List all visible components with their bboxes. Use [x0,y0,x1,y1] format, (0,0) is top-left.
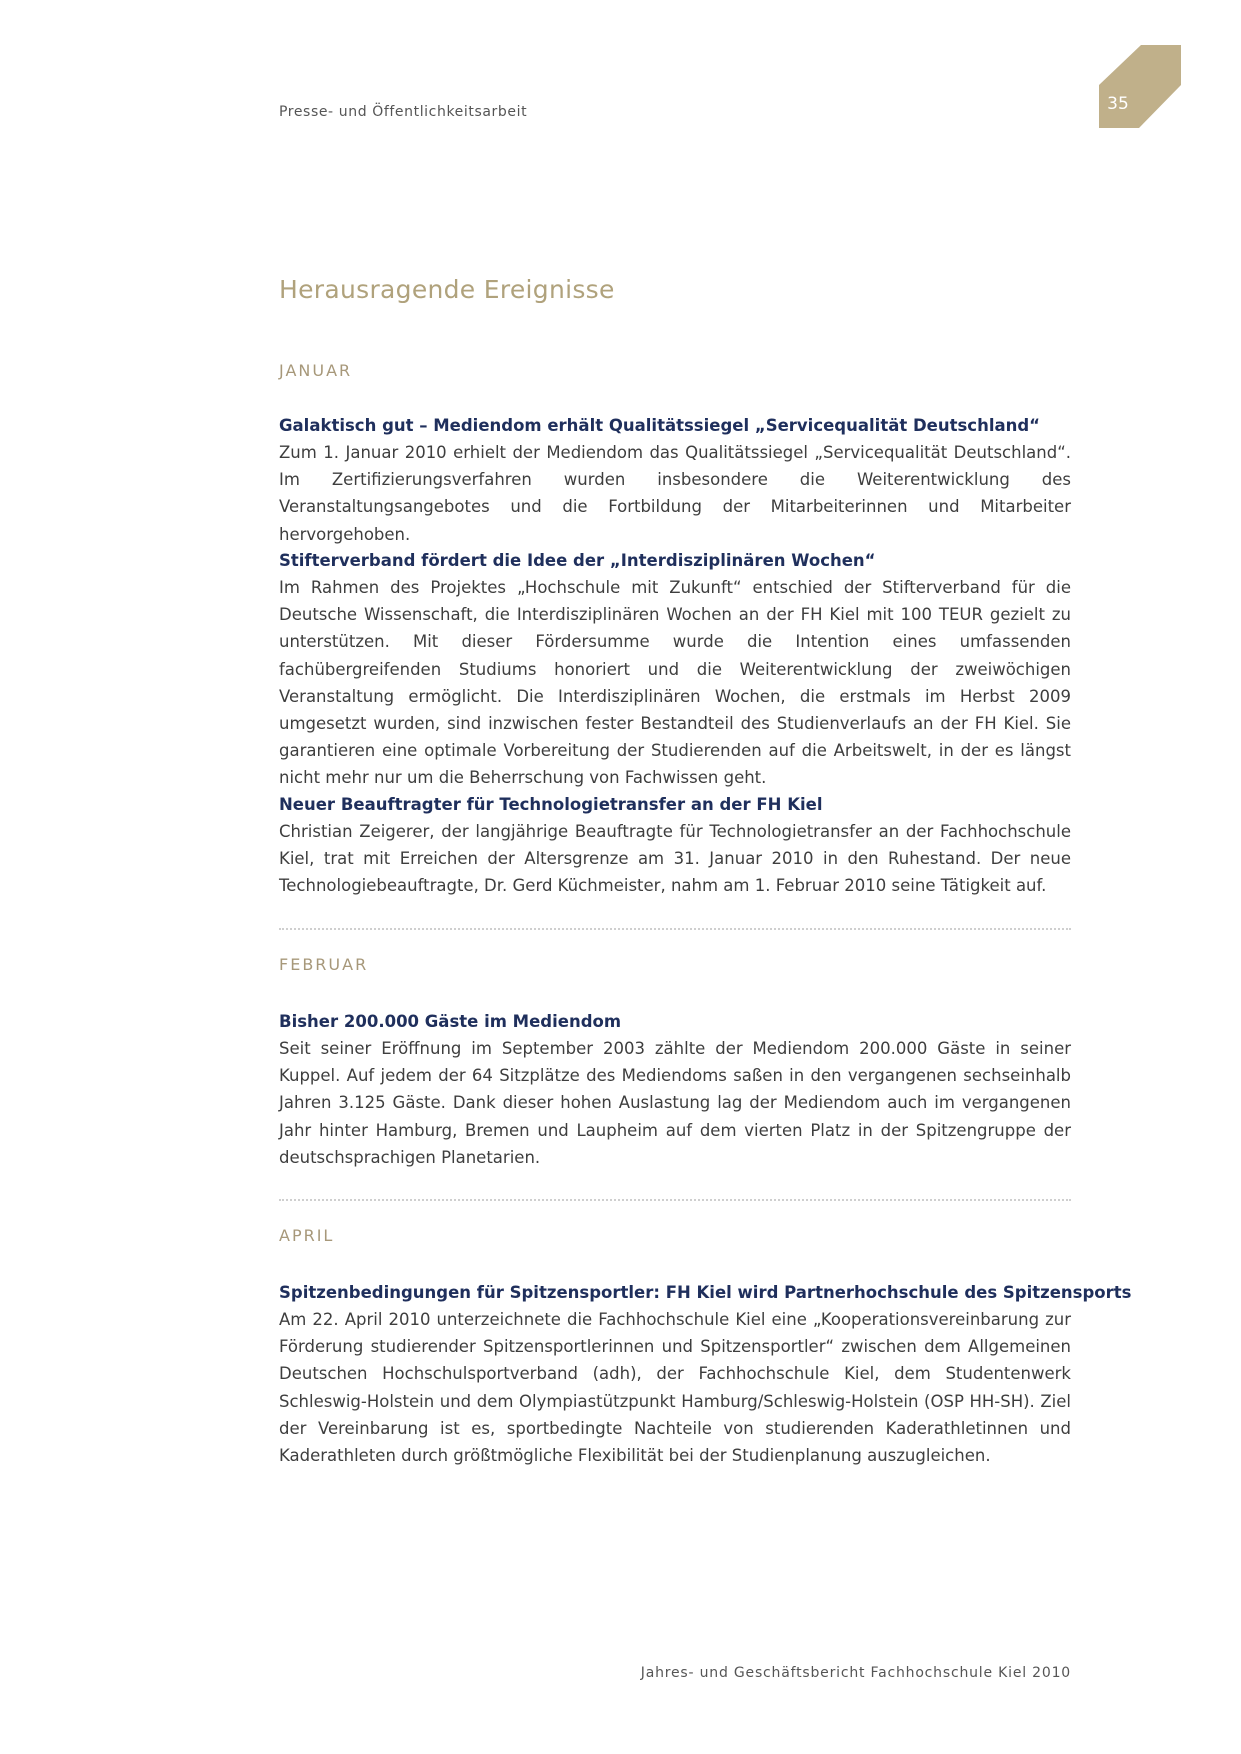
article-title: Spitzenbedingungen für Spitzensportler: FH Kiel wird Partnerhochschule des Spitzensports [279,1283,1132,1302]
article-body: Seit seiner Eröffnung im September 2003 zählte der Mediendom 200.000 Gäste in seiner Kuppel. Auf jedem der 64 Sitzplätze des Mediendoms saßen in den vergangenen sechseinhalb Jahren 3.125 Gäste. Dank dieser hohen Auslastung lag der Mediendom auch im vergangenen Jahr hinter Hamburg, Bremen und Laupheim auf dem vierten Platz in der Spitzengruppe der deutschsprachigen Planetarien. [279,1039,1071,1167]
page-corner-tab [1099,45,1181,128]
article-body: Am 22. April 2010 unterzeichnete die Fachhochschule Kiel eine „Kooperationsvereinbarung zur Förderung studierender Spitzensportlerinnen und Spitzensportler“ zwischen dem Allgemeinen Deutschen Hochschulsportverband (adh), der Fachhochschule Kiel, dem Studentenwerk Schleswig-Holstein und dem Olympiastützpunkt Hamburg/Schleswig-Holstein (OSP HH-SH). Ziel der Vereinbarung ist es, sportbedingte Nachteile von studierenden Kaderathletinnen und Kaderathleten durch größtmögliche Flexibilität bei der Studienplanung auszugleichen. [279,1310,1071,1466]
article-body: Im Rahmen des Projektes „Hochschule mit Zukunft“ entschied der Stifterverband für die Deutsche Wissenschaft, die Interdisziplinären Wochen an der FH Kiel mit 100 TEUR gezielt zu unterstützen. Mit dieser Fördersumme wurde die Intention eines umfassenden fachübergreifenden Studiums honoriert und die Weiterentwicklung der zweiwöchigen Veranstaltung ermöglicht. Die Interdisziplinären Wochen, die erstmals im Herbst 2009 umgesetzt wurden, sind inzwischen fester Bestandteil des Studienverlaufs an der FH Kiel. Sie garantieren eine optimale Vorbereitung der Studierenden auf die Arbeitswelt, in der es längst nicht mehr nur um die Beherrschung von Fachwissen geht. [279,578,1071,788]
month-heading-april: APRIL [279,1226,335,1245]
article-title: Neuer Beauftragter für Technologietransfer an der FH Kiel [279,795,823,814]
article-stifterverband [279,547,1071,792]
page-number: 35 [1107,94,1129,114]
section-divider [279,928,1071,930]
article-technologietransfer [279,791,1071,900]
page-footer: Jahres- und Geschäftsbericht Fachhochschule Kiel 2010 [640,1665,1071,1681]
article-spitzensport [279,1279,1132,1469]
article-title: Galaktisch gut – Mediendom erhält Qualitätssiegel „Servicequalität Deutschland“ [279,416,1041,435]
section-divider [279,1199,1071,1201]
article-title: Bisher 200.000 Gäste im Mediendom [279,1012,622,1031]
month-heading-februar: FEBRUAR [279,955,369,974]
article-body: Zum 1. Januar 2010 erhielt der Mediendom das Qualitätssiegel „Servicequalität Deutschland“. Im Zertifizierungsverfahren wurden insbesondere die Weiterentwicklung des Veranstaltungsangebotes und die Fortbildung der Mitarbeiterinnen und Mitarbeiter hervorgehoben. [279,443,1071,544]
month-heading-januar: JANUAR [279,361,353,380]
article-mediendom-gaeste [279,1008,1071,1171]
article-title: Stifterverband fördert die Idee der „Interdisziplinären Wochen“ [279,551,876,570]
article-mediendom-siegel [279,412,1071,548]
article-body: Christian Zeigerer, der langjährige Beauftragte für Technologietransfer an der Fachhochschule Kiel, trat mit Erreichen der Altersgrenze am 31. Januar 2010 in den Ruhestand. Der neue Technologiebeauftragte, Dr. Gerd Küchmeister, nahm am 1. Februar 2010 seine Tätigkeit auf. [279,822,1071,896]
header-label: Presse- und Öffentlichkeitsarbeit [279,104,528,120]
page-title: Herausragende Ereignisse [279,275,615,304]
